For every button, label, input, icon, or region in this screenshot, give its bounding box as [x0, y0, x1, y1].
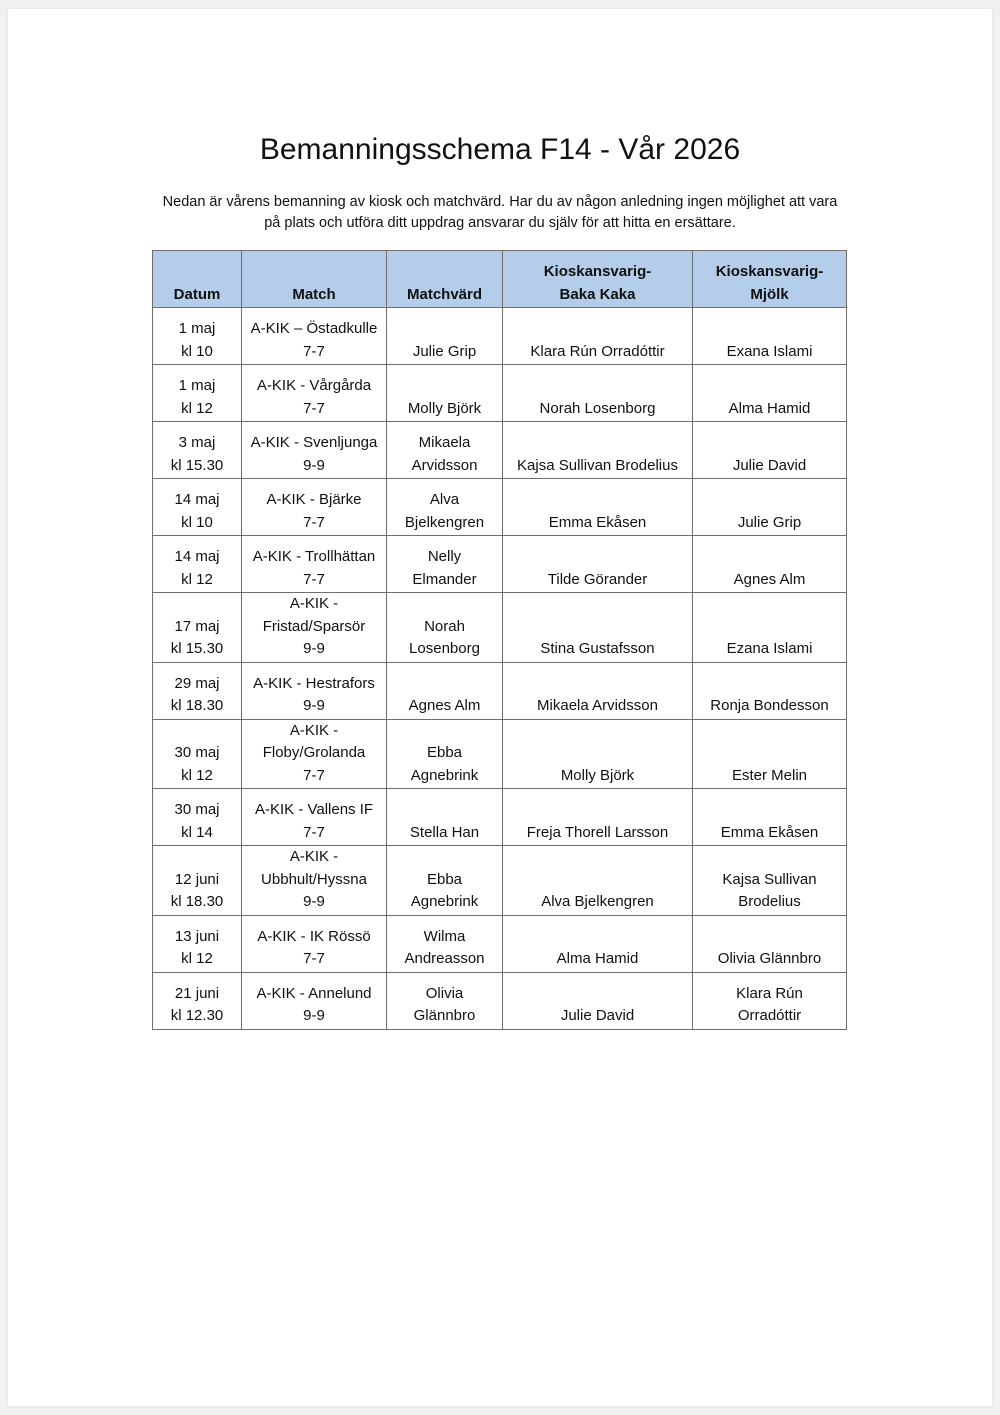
cell-line: 30 maj: [174, 801, 220, 818]
cell-matchvard: [387, 422, 503, 479]
cell-line: A-KIK -: [289, 595, 339, 612]
cell-line: Olivia Glännbro: [717, 950, 822, 967]
cell-line: Mikaela Arvidsson: [537, 697, 658, 714]
cell-match: [242, 365, 387, 422]
cell-line: Fristad/Sparsör: [262, 617, 366, 635]
cell-line: kl 12: [181, 399, 213, 417]
cell-kiosk-mjolk: [693, 789, 847, 846]
cell-kiosk-mjolk: [693, 593, 847, 663]
table-row: [153, 915, 847, 972]
cell-line: Alva: [429, 491, 460, 508]
cell-kiosk-baka: [503, 593, 693, 663]
cell-line: 7-7: [303, 570, 325, 588]
cell-line: Julie Grip: [412, 342, 477, 360]
table-row: [153, 972, 847, 1029]
cell-line: Alva Bjelkengren: [541, 893, 654, 910]
header-row: [153, 251, 847, 308]
cell-date: [153, 662, 242, 719]
cell-line: Julie David: [560, 1007, 635, 1024]
cell-kiosk-mjolk: [693, 972, 847, 1029]
intro-line: på plats och utföra ditt uppdrag ansvarar du själv för att hitta en ersättare.: [264, 215, 736, 231]
cell-line: Klara Rún: [736, 984, 803, 1002]
header-kiosk-mjolk: [693, 251, 847, 308]
cell-line: 13 juni: [174, 927, 220, 945]
cell-line: Andreasson: [404, 950, 485, 967]
cell-date: [153, 479, 242, 536]
cell-line: 9-9: [303, 893, 325, 910]
cell-line: Norah Losenborg: [539, 399, 656, 417]
cell-match: [242, 536, 387, 593]
table-row: [153, 719, 847, 789]
cell-line: 7-7: [303, 399, 325, 417]
cell-line: A-KIK -: [289, 848, 339, 865]
cell-kiosk-baka: [503, 846, 693, 916]
cell-line: kl 12: [181, 950, 213, 967]
cell-match: [242, 479, 387, 536]
cell-kiosk-baka: [503, 915, 693, 972]
cell-line: Klara Rún Orradóttir: [530, 342, 665, 360]
cell-line: kl 15.30: [170, 456, 224, 474]
cell-line: Emma Ekåsen: [720, 823, 819, 841]
cell-matchvard: [387, 915, 503, 972]
cell-date: [153, 593, 242, 663]
cell-line: Kajsa Sullivan Brodelius: [517, 456, 678, 474]
cell-match: [242, 846, 387, 916]
cell-kiosk-baka: [503, 536, 693, 593]
cell-match: [242, 308, 387, 365]
cell-line: Stina Gustafsson: [540, 640, 655, 657]
cell-line: 12 juni: [174, 870, 220, 888]
cell-line: Wilma: [423, 927, 466, 945]
cell-line: Orradóttir: [737, 1007, 802, 1024]
cell-line: Agnes Alm: [733, 570, 806, 588]
cell-line: Exana Islami: [726, 342, 813, 360]
cell-matchvard: [387, 972, 503, 1029]
staffing-table: [152, 250, 847, 1030]
cell-line: kl 18.30: [170, 893, 224, 910]
cell-line: Losenborg: [409, 640, 480, 657]
cell-line: Molly Björk: [407, 399, 482, 417]
cell-line: 3 maj: [178, 434, 216, 451]
cell-kiosk-mjolk: [693, 479, 847, 536]
cell-line: A-KIK -: [289, 721, 339, 739]
table-row: [153, 308, 847, 365]
cell-kiosk-mjolk: [693, 915, 847, 972]
cell-line: 7-7: [303, 950, 325, 967]
cell-line: Ebba: [426, 744, 463, 761]
cell-matchvard: [387, 365, 503, 422]
cell-line: A-KIK - Bjärke: [266, 491, 362, 508]
cell-date: [153, 719, 242, 789]
cell-kiosk-baka: [503, 308, 693, 365]
header-label: Datum: [173, 285, 221, 303]
table-row: [153, 422, 847, 479]
cell-kiosk-baka: [503, 422, 693, 479]
cell-line: Elmander: [412, 570, 477, 588]
cell-line: Arvidsson: [411, 456, 478, 474]
cell-match: [242, 662, 387, 719]
cell-line: 21 juni: [174, 984, 220, 1002]
cell-line: Ebba: [426, 870, 463, 888]
cell-line: A-KIK - Annelund: [256, 984, 372, 1002]
table-row: [153, 662, 847, 719]
cell-line: A-KIK - Vårgårda: [256, 377, 372, 394]
cell-kiosk-baka: [503, 719, 693, 789]
cell-matchvard: [387, 479, 503, 536]
cell-date: [153, 422, 242, 479]
cell-date: [153, 365, 242, 422]
cell-line: kl 10: [181, 342, 213, 360]
header-label: Matchvärd: [406, 285, 483, 303]
cell-line: Freja Thorell Larsson: [526, 823, 669, 841]
cell-kiosk-baka: [503, 479, 693, 536]
cell-line: Emma Ekåsen: [548, 513, 647, 531]
table-row: [153, 536, 847, 593]
header-label: Baka Kaka: [559, 285, 636, 303]
table-row: [153, 593, 847, 663]
intro-line: Nedan är vårens bemanning av kiosk och matchvärd. Har du av någon anledning ingen möjlighet att vara: [162, 194, 838, 210]
header-label: Match: [292, 285, 336, 303]
cell-line: kl 18.30: [170, 697, 224, 714]
cell-line: Alma Hamid: [556, 950, 639, 967]
cell-line: kl 12: [181, 766, 213, 784]
table-row: [153, 789, 847, 846]
cell-line: kl 10: [181, 513, 213, 531]
cell-line: Agnes Alm: [408, 697, 481, 714]
cell-line: 9-9: [303, 640, 325, 657]
cell-kiosk-mjolk: [693, 719, 847, 789]
cell-line: 9-9: [303, 1007, 325, 1024]
cell-line: Stella Han: [409, 823, 480, 841]
cell-kiosk-mjolk: [693, 662, 847, 719]
cell-matchvard: [387, 593, 503, 663]
cell-line: Tilde Görander: [547, 570, 648, 588]
cell-match: [242, 789, 387, 846]
cell-line: Bjelkengren: [404, 513, 485, 531]
table-row: [153, 846, 847, 916]
cell-kiosk-baka: [503, 662, 693, 719]
cell-line: Mikaela: [418, 434, 471, 451]
cell-line: 29 maj: [174, 674, 220, 692]
cell-line: 17 maj: [174, 617, 220, 635]
cell-line: Ubbhult/Hyssna: [261, 870, 367, 888]
cell-line: Ezana Islami: [726, 640, 813, 657]
header-label: Mjölk: [750, 285, 789, 303]
cell-line: 1 maj: [178, 377, 216, 394]
cell-match: [242, 915, 387, 972]
cell-matchvard: [387, 536, 503, 593]
cell-line: Nelly: [427, 548, 462, 565]
cell-line: 14 maj: [174, 548, 220, 565]
cell-line: Julie Grip: [737, 513, 802, 531]
document-page: [8, 9, 992, 1406]
cell-date: [153, 789, 242, 846]
cell-line: Olivia: [425, 984, 464, 1002]
cell-kiosk-mjolk: [693, 536, 847, 593]
cell-line: Kajsa Sullivan: [722, 870, 817, 888]
cell-line: Ester Melin: [731, 766, 808, 784]
cell-line: A-KIK - Vallens IF: [254, 801, 374, 818]
cell-line: 7-7: [303, 766, 325, 784]
cell-line: 9-9: [303, 456, 325, 474]
header-label: Kioskansvarig-: [715, 263, 824, 280]
cell-date: [153, 536, 242, 593]
cell-date: [153, 308, 242, 365]
cell-line: Brodelius: [738, 893, 801, 910]
cell-line: Glännbro: [413, 1007, 476, 1024]
header-matchvard: [387, 251, 503, 308]
cell-line: kl 12: [181, 570, 213, 588]
cell-line: 7-7: [303, 342, 325, 360]
cell-line: Julie David: [732, 456, 807, 474]
cell-matchvard: [387, 662, 503, 719]
cell-date: [153, 915, 242, 972]
cell-kiosk-mjolk: [693, 308, 847, 365]
cell-line: 7-7: [303, 823, 325, 841]
cell-line: Molly Björk: [560, 766, 635, 784]
cell-kiosk-mjolk: [693, 422, 847, 479]
cell-date: [153, 972, 242, 1029]
header-match: [242, 251, 387, 308]
cell-line: Norah: [424, 617, 465, 635]
cell-line: kl 12.30: [170, 1007, 224, 1024]
cell-line: 14 maj: [174, 491, 220, 508]
cell-line: 7-7: [303, 513, 325, 531]
cell-kiosk-mjolk: [693, 365, 847, 422]
header-datum: [153, 251, 242, 308]
cell-matchvard: [387, 846, 503, 916]
cell-match: [242, 972, 387, 1029]
cell-line: A-KIK – Östadkulle: [250, 320, 378, 337]
cell-line: A-KIK - Hestrafors: [253, 674, 375, 692]
header-label: Kioskansvarig-: [543, 263, 652, 280]
cell-line: Alma Hamid: [728, 399, 811, 417]
cell-line: A-KIK - Svenljunga: [250, 434, 378, 451]
cell-kiosk-baka: [503, 789, 693, 846]
cell-match: [242, 593, 387, 663]
header-kiosk-baka: [503, 251, 693, 308]
page-title: Bemanningsschema F14 - Vår 2026: [259, 133, 741, 166]
table-row: [153, 365, 847, 422]
cell-matchvard: [387, 719, 503, 789]
cell-kiosk-mjolk: [693, 846, 847, 916]
cell-match: [242, 719, 387, 789]
intro-text: [108, 192, 892, 234]
cell-matchvard: [387, 308, 503, 365]
cell-line: Floby/Grolanda: [262, 744, 366, 761]
cell-line: 30 maj: [174, 744, 220, 761]
cell-line: 9-9: [303, 697, 325, 714]
cell-line: kl 14: [181, 823, 213, 841]
cell-line: A-KIK - Trollhättan: [252, 548, 376, 565]
cell-kiosk-baka: [503, 365, 693, 422]
cell-line: Agnebrink: [410, 893, 479, 910]
cell-matchvard: [387, 789, 503, 846]
cell-line: A-KIK - IK Rössö: [257, 927, 371, 945]
cell-date: [153, 846, 242, 916]
cell-line: Ronja Bondesson: [710, 697, 829, 714]
cell-line: kl 15.30: [170, 640, 224, 657]
cell-line: 1 maj: [178, 320, 216, 337]
cell-match: [242, 422, 387, 479]
cell-line: Agnebrink: [410, 766, 479, 784]
cell-kiosk-baka: [503, 972, 693, 1029]
table-row: [153, 479, 847, 536]
